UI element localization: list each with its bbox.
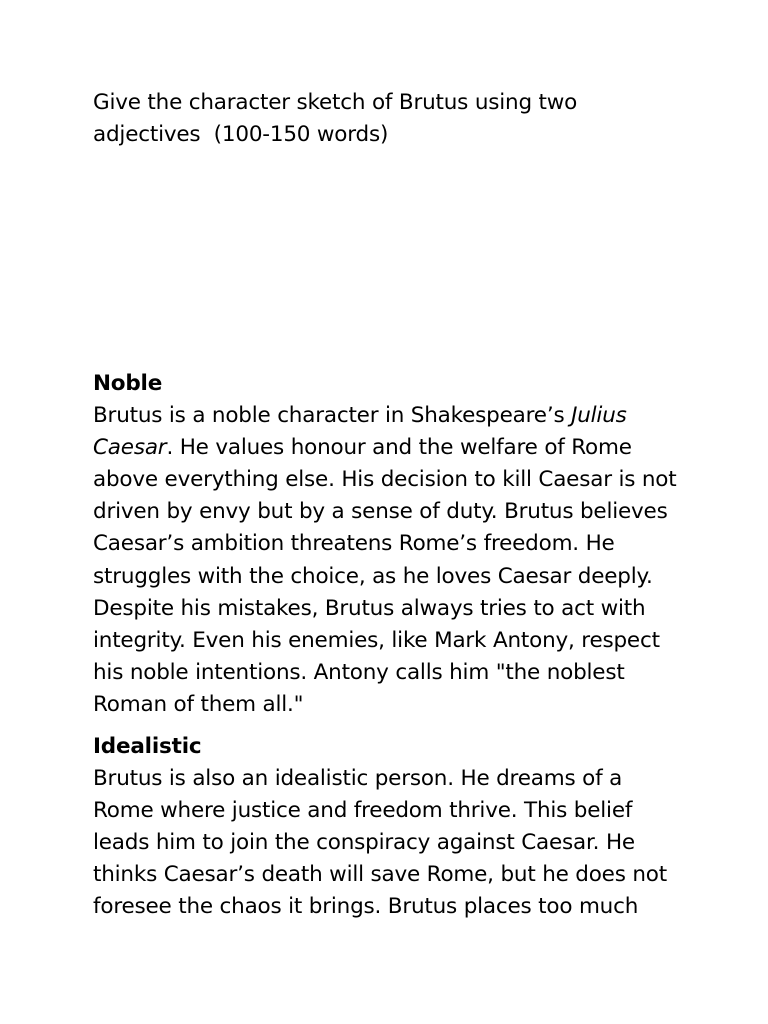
paragraph-line <box>93 689 693 721</box>
paragraph-line <box>93 464 693 496</box>
paragraph-line <box>93 496 693 528</box>
line-text: above everything else. His decision to kill Caesar is not <box>93 467 677 493</box>
paragraph-line <box>93 657 693 689</box>
line-text: . He values honour and the welfare of Rome <box>166 435 632 461</box>
paragraph-line <box>93 400 693 432</box>
section-noble <box>93 368 693 721</box>
italic-title: Caesar <box>93 435 167 461</box>
paragraph-line <box>93 528 693 560</box>
section-body <box>93 400 693 721</box>
paragraph-line <box>93 763 693 795</box>
line-text: struggles with the choice, as he loves Caesar deeply. <box>93 563 653 589</box>
line-text: Caesar’s ambition threatens Rome’s freedom. He <box>93 531 615 557</box>
line-text: leads him to join the conspiracy against Caesar. He <box>93 830 635 856</box>
paragraph-line <box>93 891 693 923</box>
line-text: Brutus is also an idealistic person. He dreams of a <box>93 766 623 792</box>
paragraph-line <box>93 432 693 464</box>
paragraph-line <box>93 593 693 625</box>
line-text: Brutus is a noble character in Shakespeare’s <box>93 403 572 429</box>
section-body <box>93 763 693 923</box>
question-line: adjectives (100-150 words) <box>93 122 389 147</box>
paragraph-line <box>93 625 693 657</box>
paragraph-line <box>93 795 693 827</box>
line-text: his noble intentions. Antony calls him "the noblest <box>93 659 625 685</box>
line-text: integrity. Even his enemies, like Mark Antony, respect <box>93 627 660 653</box>
section-idealistic <box>93 731 693 924</box>
section-heading: Noble <box>93 371 163 396</box>
italic-title: Julius <box>571 403 627 429</box>
paragraph-line <box>93 827 693 859</box>
line-text: driven by envy but by a sense of duty. Brutus believes <box>93 499 668 525</box>
paragraph-line <box>93 561 693 593</box>
line-text: Roman of them all." <box>93 691 304 717</box>
question-line: Give the character sketch of Brutus using two <box>93 90 578 115</box>
line-text: foresee the chaos it brings. Brutus places too much <box>93 894 639 920</box>
line-text: thinks Caesar’s death will save Rome, but he does not <box>93 862 667 888</box>
paragraph-line <box>93 859 693 891</box>
section-heading: Idealistic <box>93 734 202 759</box>
line-text: Rome where justice and freedom thrive. This belief <box>93 798 633 824</box>
line-text: Despite his mistakes, Brutus always tries to act with <box>93 595 646 621</box>
question-prompt <box>93 87 693 151</box>
